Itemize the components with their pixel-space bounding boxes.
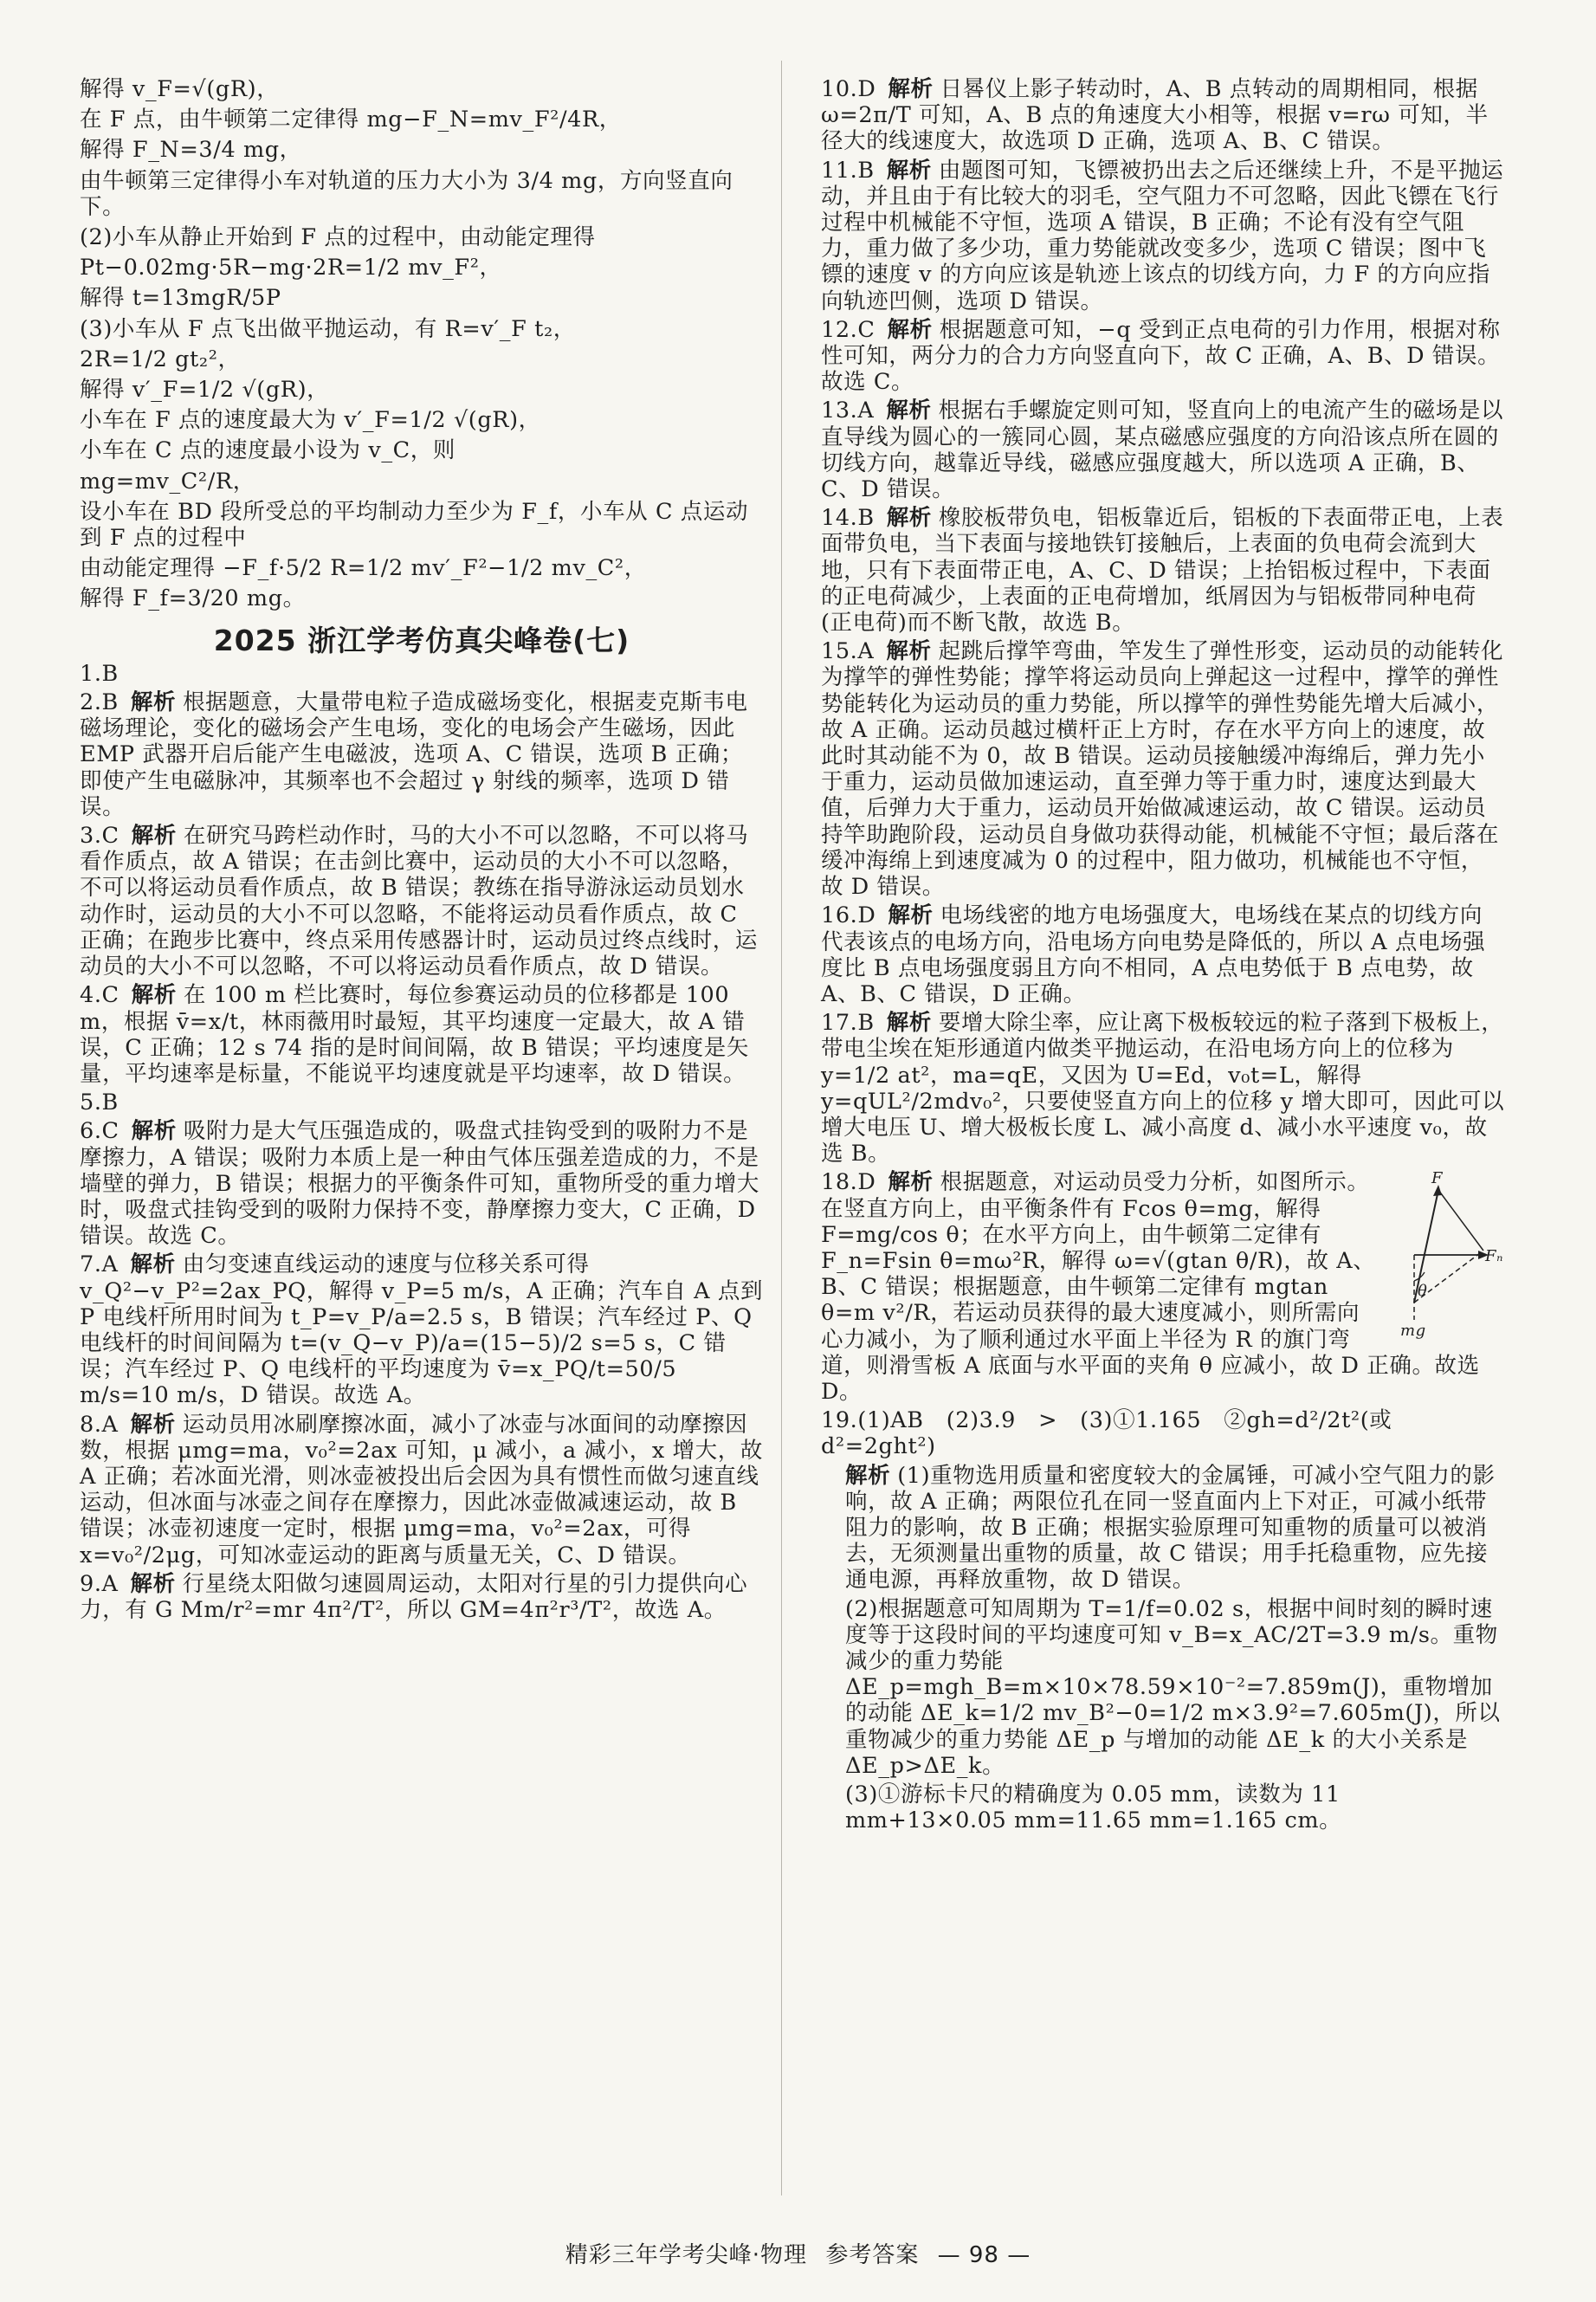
answer-number: 8.A	[80, 1411, 119, 1438]
q19-text: (1)重物选用质量和密度较大的金属锤，可减小空气阻力的影响，故 A 正确；两限位孔在同一竖直面内上下对正，可减小纸带阻力的影响，故 B 正确；根据实验原理可知重物的质量可以被消去，无须测量出重物的质量，故 C 错误；用手托稳重物，应先接通电源，再释放重物，故 D 错误。	[845, 1462, 1496, 1594]
analysis-tag: 解析	[887, 316, 933, 343]
figure-label: mg	[1400, 1322, 1426, 1341]
answer-item	[80, 1412, 764, 1568]
page-footer	[0, 2237, 1596, 2269]
analysis-tag: 解析	[131, 823, 177, 850]
answer-item	[80, 1571, 764, 1623]
answer-item	[80, 1251, 764, 1408]
answer-item	[80, 823, 764, 980]
solution-line: 小车在 F 点的速度最大为 v′_F=1/2 √(gR)，	[80, 407, 541, 434]
solution-line: 解得 v′_F=1/2 √(gR)，	[80, 377, 330, 404]
solution-line: Pt−0.02mg·5R−mg·2R=1/2 mv_F²，	[80, 255, 502, 281]
analysis-tag: 解析	[886, 1010, 932, 1037]
footer-section: 参考答案	[825, 2242, 920, 2268]
analysis-tag: 解析	[131, 1118, 177, 1145]
left-column	[80, 76, 764, 1626]
analysis-tag: 解析	[845, 1462, 891, 1489]
analysis-tag: 解析	[888, 1169, 934, 1196]
solution-line: 小车在 C 点的速度最小设为 v_C，则	[80, 437, 456, 464]
solution-line: 设小车在 BD 段所受总的平均制动力至少为 F_f，小车从 C 点运动到 F 点的过程中	[80, 498, 749, 552]
q19-text: (3)①游标卡尺的精确度为 0.05 mm，读数为 11 mm+13×0.05 mm=11.65 mm=1.165 cm。	[845, 1781, 1342, 1834]
answer-text: 橡胶板带负电，铝板靠近后，铝板的下表面带正电，上表面带负电，当下表面与接地铁钉接触后，上表面的负电荷会流到大地，只有下表面带正电，A、C、D 错误；上抬铝板过程中，下表面的正电荷减少，上表面的正电荷增加，纸屑因为与铝板带同种电荷(正电荷)而不断飞散，故选 B。	[821, 505, 1504, 637]
solution-line: 由牛顿第三定律得小车对轨道的压力大小为 3/4 mg，方向竖直向下。	[80, 167, 733, 220]
solution-line: 解得 t=13mgR/5P	[80, 285, 281, 312]
analysis-tag: 解析	[130, 689, 177, 716]
answer-number: 14.B	[821, 505, 875, 532]
right-answer-list	[821, 76, 1505, 1460]
answer-text: 吸附力是大气压强造成的，吸盘式挂钩受到的吸附力不是摩擦力，A 错误；吸附力本质上是一种由气体压强差造成的力，不是墙壁的弹力，B 错误；根据力的平衡条件可知，重物所受的重力增大时，吸盘式挂钩受到的吸附力保持不变，静摩擦力变大，C 正确，D 错误。故选 C。	[80, 1118, 759, 1250]
analysis-tag: 解析	[888, 902, 934, 929]
analysis-tag: 解析	[886, 638, 932, 665]
force-diagram	[1388, 1169, 1505, 1341]
solution-line: 解得 F_f=3/20 mg。	[80, 585, 306, 612]
solution-line: mg=mv_C²/R，	[80, 468, 255, 495]
answer-number: 13.A	[821, 398, 875, 424]
answer-number: 12.C	[821, 316, 876, 343]
figure-label: F	[1431, 1169, 1444, 1188]
analysis-tag: 解析	[886, 398, 932, 424]
solution-line: (2)小车从静止开始到 F 点的过程中，由动能定理得	[80, 224, 596, 251]
answer-number: 17.B	[821, 1010, 875, 1037]
answer-number: 11.B	[821, 157, 875, 184]
right-column	[821, 76, 1505, 1836]
footer-book: 精彩三年学考尖峰·物理	[565, 2242, 808, 2268]
answer-number: 6.C	[80, 1118, 120, 1145]
left-solution-lines	[80, 76, 764, 612]
q19-text: (2)根据题意可知周期为 T=1/f=0.02 s，根据中间时刻的瞬时速度等于这段时间的平均速度可知 v_B=x_AC/2T=3.9 m/s。重物减少的重力势能 ΔE_p=mgh_B=m×10×78.59×10⁻²=7.859m(J)，重物增加的动能 ΔE_k=1/2 mv_B²−0=1/2 m×3.9²=7.605m(J)，所以重物减少的重力势能 ΔE_p 与增加的动能 ΔE_k 的大小关系是 ΔE_p>ΔE_k。	[845, 1595, 1501, 1779]
answer-number: 2.B	[80, 689, 119, 716]
analysis-tag: 解析	[131, 982, 177, 1009]
answer-item	[821, 398, 1505, 502]
answer-number: 1.B	[80, 660, 119, 687]
answer-item	[80, 689, 764, 820]
answer-number: 9.A	[80, 1570, 119, 1597]
analysis-tag: 解析	[888, 76, 934, 102]
answer-item	[821, 158, 1505, 314]
answer-text: 起跳后撑竿弯曲，竿发生了弹性形变，运动员的动能转化为撑竿的弹性势能；撑竿将运动员向上弹起这一过程中，撑竿的弹性势能转化为运动员的重力势能，所以撑竿的弹性势能先增大后减小，故 A 正确。运动员越过横杆正上方时，存在水平方向上的速度，故此时其动能不为 0，故 B 错误。运动员接触缓冲海绵后，弹力先小于重力，运动员做加速运动，直至弹力等于重力时，速度达到最大值，后弹力大于重力，运动员开始做减速运动，故 C 错误。运动员持竿助跑阶段，运动员自身做功获得动能，机械能不守恒；最后落在缓冲海绵上到速度减为 0 的过程中，阻力做功，机械能也不守恒，故 D 错误。	[821, 638, 1504, 901]
answer-number: 10.D	[821, 76, 876, 102]
answer-item	[821, 902, 1505, 1007]
analysis-tag: 解析	[130, 1411, 176, 1438]
analysis-tag: 解析	[886, 505, 932, 532]
q19-paragraph	[821, 1781, 1505, 1833]
solution-line: 在 F 点，由牛顿第二定律得 mg−F_N=mv_F²/4R，	[80, 107, 622, 133]
answer-number: 7.A	[80, 1251, 119, 1278]
solution-line: 解得 v_F=√(gR)，	[80, 76, 280, 102]
q19-paragraph	[821, 1596, 1505, 1779]
answer-item	[80, 661, 764, 687]
answer-number: 19.	[821, 1407, 858, 1434]
answer-number: 15.A	[821, 638, 875, 665]
solution-line: 2R=1/2 gt₂²，	[80, 346, 241, 372]
solution-line: 由动能定理得 −F_f·5/2 R=1/2 mv′_F²−1/2 mv_C²，	[80, 555, 647, 582]
answer-number: 5.B	[80, 1090, 119, 1116]
answer-text: 行星绕太阳做匀速圆周运动，太阳对行星的引力提供向心力，有 G Mm/r²=mr 4π²/T²，所以 GM=4π²r³/T²，故选 A。	[80, 1570, 748, 1623]
solution-line: 解得 F_N=3/4 mg，	[80, 137, 302, 164]
answer-item	[80, 982, 764, 1087]
answer-number: 4.C	[80, 982, 120, 1009]
answer-item	[821, 1010, 1505, 1167]
figure-label: Fₙ	[1485, 1247, 1503, 1266]
solution-line: (3)小车从 F 点飞出做平抛运动，有 R=v′_F t₂，	[80, 315, 576, 342]
answer-text: 由题图可知，飞镖被扔出去之后还继续上升，不是平抛运动，并且由于有比较大的羽毛，空气阻力不可忽略，因此飞镖在飞行过程中机械能不守恒，选项 A 错误，B 正确；不论有没有空气阻力，重力做了多少功，重力势能就改变多少，选项 C 错误；图中飞镖的速度 v 的方向应该是轨迹上该点的切线方向，力 F 的方向应指向轨迹凹侧，选项 D 错误。	[821, 157, 1504, 314]
analysis-tag: 解析	[130, 1570, 176, 1597]
analysis-tag: 解析	[886, 157, 932, 184]
figure-label: θ	[1418, 1282, 1428, 1301]
answer-number: 3.C	[80, 823, 120, 850]
column-divider	[781, 61, 782, 2195]
section-title: 2025 浙江学考仿真尖峰卷(七)	[213, 623, 630, 657]
answer-item	[821, 638, 1505, 900]
answer-item	[80, 1118, 764, 1249]
q19-solution	[821, 1463, 1505, 1834]
answer-item	[821, 317, 1505, 396]
answer-text: 根据题意，大量带电粒子造成磁场变化，根据麦克斯韦电磁场理论，变化的磁场会产生电场，变化的电场会产生磁场，因此 EMP 武器开启后能产生电磁波，选项 A、C 错误，选项 B 正确；即使产生电磁脉冲，其频率也不会超过 γ 射线的频率，选项 D 错误。	[80, 689, 748, 820]
answer-number: 18.D	[821, 1169, 876, 1196]
answer-text: 运动员用冰刷摩擦冰面，减小了冰壶与冰面间的动摩擦因数，根据 μmg=ma，v₀²=2ax 可知，μ 减小，a 减小，x 增大，故 A 正确；若冰面光滑，则冰壶被投出后会因为具有惯性而做匀速直线运动，但冰面与冰壶之间存在摩擦力，因此冰壶做减速运动，故 B 错误；冰壶初速度一定时，根据 μmg=ma，v₀²=2ax，可得 x=v₀²/2μg，可知冰壶运动的距离与质量无关，C、D 错误。	[80, 1411, 763, 1568]
answer-text: 电场线密的地方电场强度大，电场线在某点的切线方向代表该点的电场方向，沿电场方向电势是降低的，所以 A 点电场强度比 B 点电场强度弱且方向不相同，A 点电势低于 B 点电势，故 A、B、C 错误，D 正确。	[821, 902, 1486, 1007]
answer-item	[821, 1407, 1505, 1459]
left-answer-list	[80, 661, 764, 1623]
answer-item	[821, 76, 1505, 155]
answer-item	[821, 1169, 1505, 1405]
answer-item	[821, 505, 1505, 636]
footer-page-number: — 98 —	[937, 2242, 1031, 2268]
answer-number: 16.D	[821, 902, 876, 929]
answer-text: 在 100 m 栏比赛时，每位参赛运动员的位移都是 100 m，根据 v̄=x/t，林雨薇用时最短，其平均速度一定最大，故 A 错误，C 正确；12 s 74 指的是时间间隔，故 B 错误；平均速度是矢量，平均速率是标量，不能说平均速度就是平均速率，故 D 错误。	[80, 982, 749, 1087]
answer-text: 根据题意可知，−q 受到正点电荷的引力作用，根据对称性可知，两分力的合力方向竖直向下，故 C 正确，A、B、D 错误。故选 C。	[821, 316, 1501, 396]
answer-text: 日晷仪上影子转动时，A、B 点转动的周期相同，根据 ω=2π/T 可知，A、B 点的角速度大小相等，根据 v=rω 可知，半径大的线速度大，故选项 D 正确，选项 A、B、C 错误。	[821, 76, 1489, 155]
answer-text: 在研究马跨栏动作时，马的大小不可以忽略，不可以将马看作质点，故 A 错误；在击剑比赛中，运动员的大小不可以忽略，不可以将运动员看作质点，故 B 错误；教练在指导游泳运动员划水动作时，运动员的大小不可以忽略，不能将运动员看作质点，故 C 正确；在跑步比赛中，终点采用传感器计时，运动员过终点线时，运动员的大小不可以忽略，不可以将运动员看作质点，故 D 错误。	[80, 823, 759, 980]
answer-item	[80, 1090, 764, 1115]
analysis-tag: 解析	[130, 1251, 176, 1278]
answer-text: 根据题意，对运动员受力分析，如图所示。在竖直方向上，由平衡条件有 Fcos θ=mg，解得 F=mg/cos θ；在水平方向上，由牛顿第二定律有 F_n=Fsin θ=mω²R，解得 ω=√(gtan θ/R)，故 A、B、C 错误；根据题意，由牛顿第二定律有 mgtan θ=m v²/R，若运动员获得的最大速度减小，则所需向心力减小，为了顺利通过水平面上半径为 R 的旗门弯道，则滑雪板 A 底面与水平面的夹角 θ 应减小，故 D 正确。故选 D。	[821, 1169, 1480, 1405]
answer-text: 由匀变速直线运动的速度与位移关系可得 v_Q²−v_P²=2ax_PQ，解得 v_P=5 m/s，A 正确；汽车自 A 点到 P 电线杆所用时间为 t_P=v_P/a=2.5 s，B 错误；汽车经过 P、Q 电线杆的时间间隔为 t=(v_Q−v_P)/a=(15−5)/2 s=5 s，C 错误；汽车经过 P、Q 电线杆的平均速度为 v̄=x_PQ/t=50/5 m/s=10 m/s，D 错误。故选 A。	[80, 1251, 764, 1409]
answer-text: 根据右手螺旋定则可知，竖直向上的电流产生的磁场是以直导线为圆心的一簇同心圆，某点磁感应强度的方向沿该点所在圆的切线方向，越靠近导线，磁感应强度越大，所以选项 A 正确，B、C、D 错误。	[821, 398, 1504, 503]
q19-paragraph	[821, 1463, 1505, 1594]
answer-text: 要增大除尘率，应让离下极板较远的粒子落到下极板上，带电尘埃在矩形通道内做类平抛运动，在沿电场方向上的位移为 y=1/2 at²，ma=qE，又因为 U=Ed，v₀t=L，解得 y=qUL²/2mdv₀²，只要使竖直方向上的位移 y 增大即可，因此可以增大电压 U、增大极板长度 L、减小高度 d、减小水平速度 v₀，故选 B。	[821, 1010, 1505, 1167]
answer-text: (1)AB (2)3.9 > (3)①1.165 ②gh=d²/2t²(或 d²=2ght²)	[821, 1407, 1392, 1460]
